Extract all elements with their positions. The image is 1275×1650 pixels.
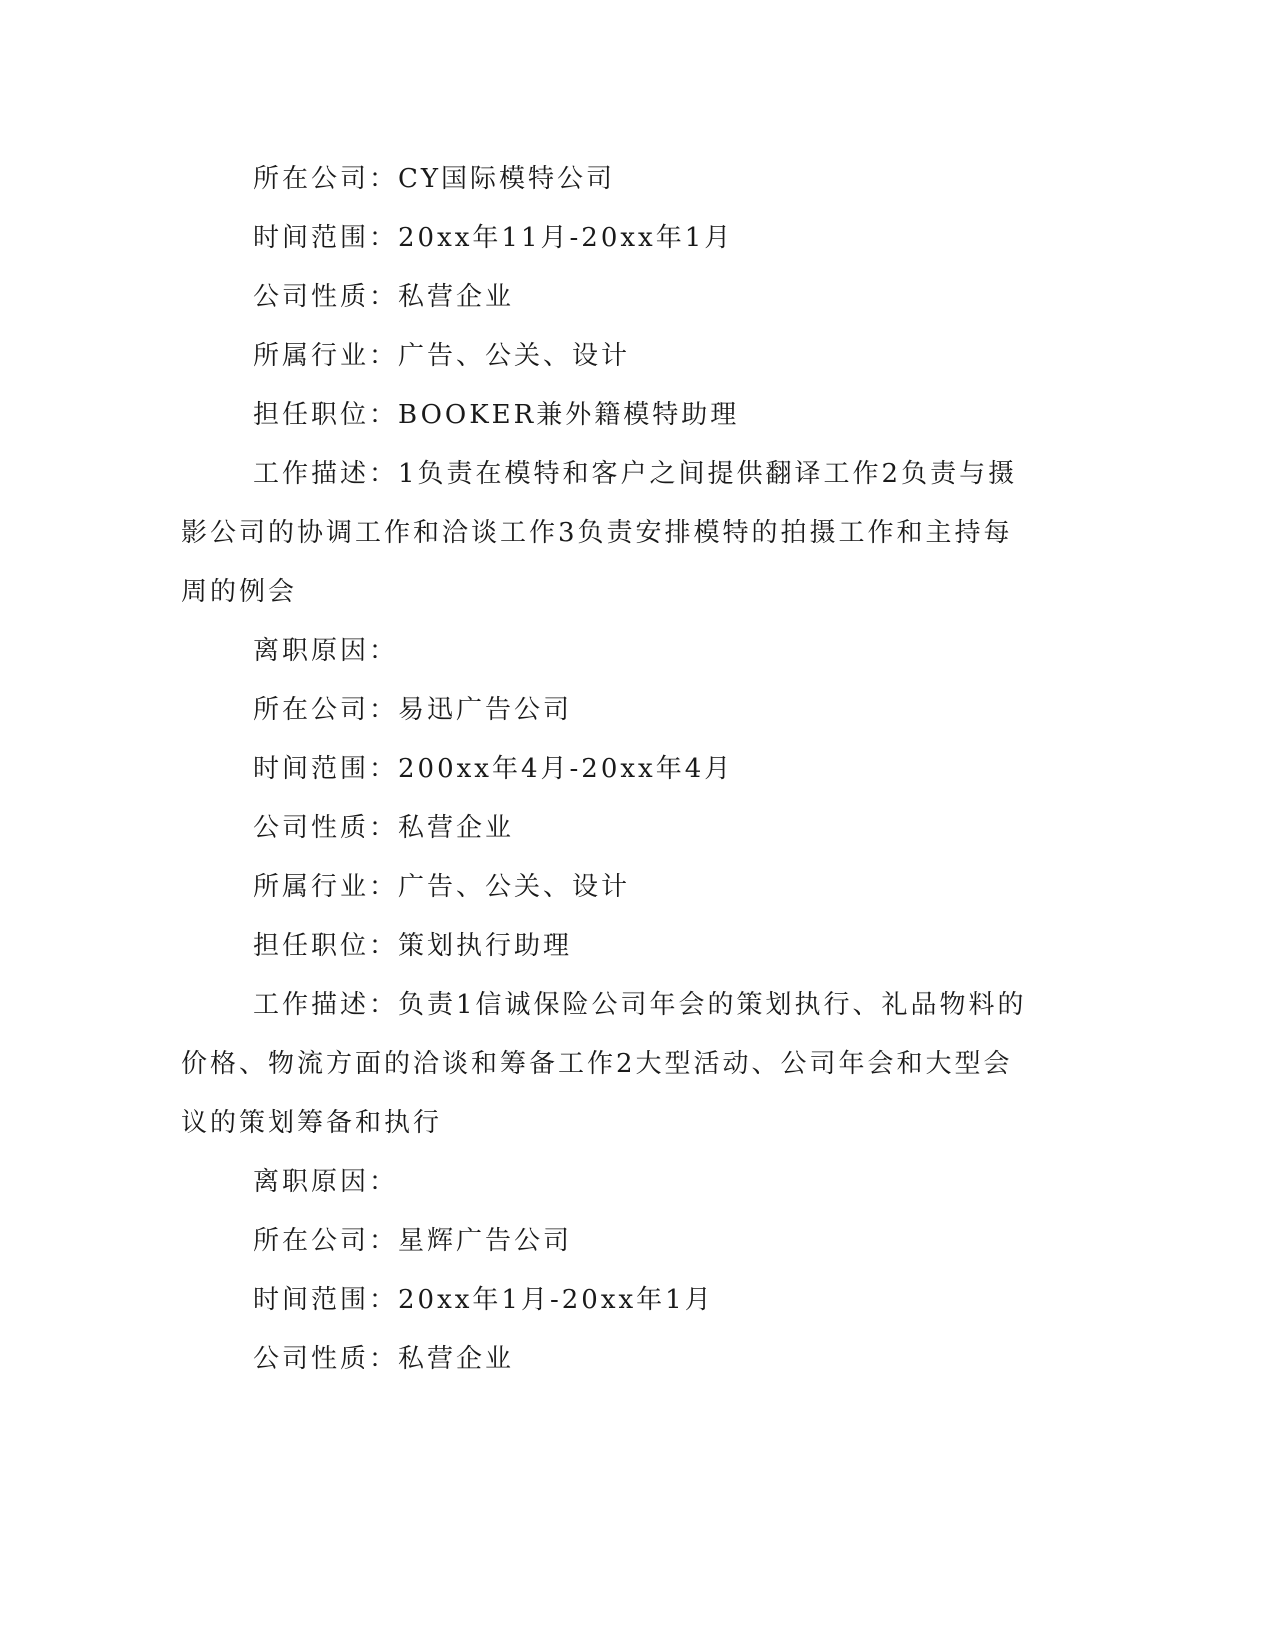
position-line: 担任职位：策划执行助理 [253,931,573,961]
document-body [181,150,1031,1389]
company-line: 所在公司：星辉广告公司 [253,1226,573,1256]
position-line: 担任职位：BOOKER兼外籍模特助理 [253,400,740,430]
company-type-line: 公司性质：私营企业 [253,282,515,312]
job-description: 工作描述：负责1信诚保险公司年会的策划执行、礼品物料的价格、物流方面的洽谈和筹备工作2大型活动、公司年会和大型会议的策划筹备和执行 [181,990,1027,1138]
industry-line: 所属行业：广告、公关、设计 [253,872,631,902]
time-range-line: 时间范围：200xx年4月-20xx年4月 [253,754,734,784]
industry-line: 所属行业：广告、公关、设计 [253,341,631,371]
leave-reason-line: 离职原因： [253,636,399,666]
time-range-line: 时间范围：20xx年11月-20xx年1月 [253,223,734,253]
company-type-line: 公司性质：私营企业 [253,813,515,843]
time-range-line: 时间范围：20xx年1月-20xx年1月 [253,1285,714,1315]
leave-reason-line: 离职原因： [253,1167,399,1197]
company-type-line: 公司性质：私营企业 [253,1344,515,1374]
company-line: 所在公司：易迅广告公司 [253,695,573,725]
company-line: 所在公司：CY国际模特公司 [253,164,616,194]
job-description: 工作描述：1负责在模特和客户之间提供翻译工作2负责与摄影公司的协调工作和洽谈工作3负责安排模特的拍摄工作和主持每周的例会 [181,459,1018,607]
